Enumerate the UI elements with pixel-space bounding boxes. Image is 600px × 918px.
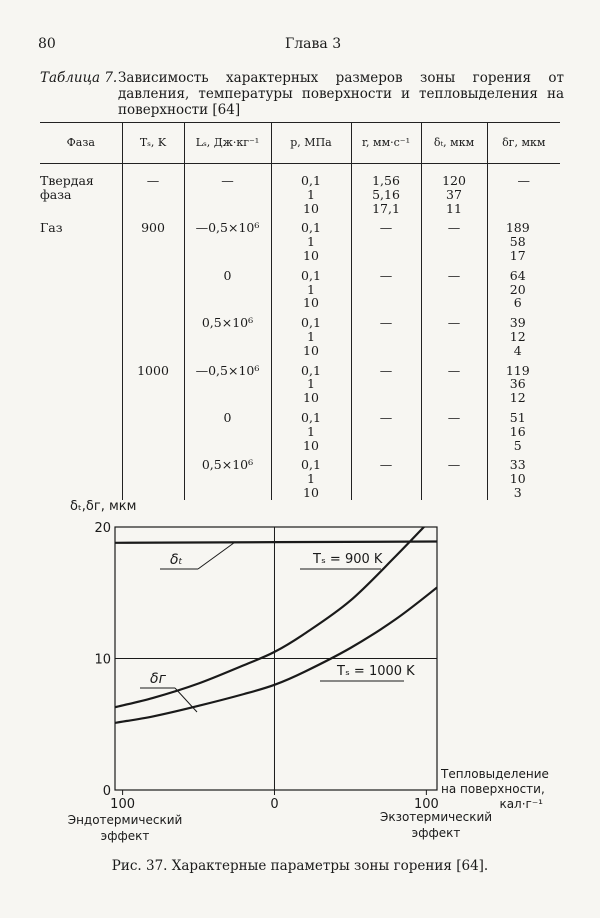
- y-tick-label: 20: [94, 521, 111, 536]
- dash-cell: —: [379, 362, 393, 378]
- cell-line: 36: [509, 376, 526, 392]
- cell-line: 64: [509, 267, 526, 283]
- table-body: [40, 164, 560, 500]
- table-row: [40, 215, 560, 262]
- x-tick-label: 0: [270, 797, 279, 812]
- cell-line: Газ: [40, 220, 63, 236]
- cell-line: 0,5×10⁶: [201, 457, 254, 473]
- cell-line: 1: [307, 186, 315, 202]
- cell-line: 0,1: [301, 362, 321, 378]
- cell-line: 10: [303, 484, 319, 500]
- cell-line: 51: [509, 409, 526, 425]
- x-axis-label-line: кал·г⁻¹: [499, 797, 543, 811]
- cell-line: 10: [303, 342, 319, 358]
- cell-line: 1,56: [372, 173, 400, 188]
- cell-line: 1: [307, 328, 315, 344]
- table-row: [40, 358, 560, 405]
- cell-line: 5,16: [372, 186, 400, 202]
- cell-ls: [184, 405, 271, 452]
- table-header-row: [40, 123, 560, 164]
- x-tick-label: 100: [413, 797, 439, 812]
- cell-line: 1000: [137, 362, 169, 378]
- cell-delta-g: [487, 310, 560, 357]
- cell-line: 0,1: [301, 220, 321, 236]
- cell-delta-g: [487, 215, 560, 262]
- dash-cell: —: [379, 267, 393, 283]
- dash-cell: —: [447, 409, 461, 425]
- cell-line: 33: [509, 457, 526, 473]
- cell-ls: [184, 164, 271, 216]
- exothermic-note: Экзотермический: [379, 810, 493, 824]
- dash-cell: —: [146, 173, 160, 188]
- cell-delta-g: [487, 358, 560, 405]
- cell-line: 189: [505, 220, 530, 236]
- cell-ts: [122, 164, 184, 216]
- cell-ts: [122, 405, 184, 452]
- cell-ls: [184, 263, 271, 310]
- cell-p: [271, 164, 351, 216]
- cell-phase: [40, 215, 122, 262]
- cell-r: [351, 263, 421, 310]
- cell-line: 39: [509, 315, 526, 331]
- cell-delta-g: [487, 263, 560, 310]
- cell-line: 1: [307, 471, 315, 487]
- chapter-title: Глава 3: [285, 36, 342, 52]
- cell-line: 1: [307, 281, 315, 297]
- cell-line: 0,1: [301, 315, 321, 331]
- cell-line: 0: [223, 267, 232, 283]
- cell-phase: [40, 405, 122, 452]
- cell-ls: [184, 310, 271, 357]
- cell-r: [351, 215, 421, 262]
- cell-line: 120: [442, 173, 466, 188]
- table-row: [40, 164, 560, 216]
- x-axis-label-line: на поверхности,: [441, 782, 545, 796]
- cell-p: [271, 263, 351, 310]
- cell-line: —0,5×10⁶: [195, 362, 260, 378]
- x-axis-label-line: Тепловыделение: [441, 767, 549, 781]
- cell-line: 1: [307, 423, 315, 439]
- series-ts-1000-curve: [115, 588, 437, 723]
- table-row: [40, 405, 560, 452]
- cell-ts: [122, 358, 184, 405]
- cell-delta-t: [421, 310, 487, 357]
- table-caption: Зависимость характерных размеров зоны горения от давления, температуры поверхности и тепловыделения на поверхности [64]: [118, 70, 564, 118]
- header-phase: Фаза: [40, 123, 122, 164]
- y-tick-label: 0: [102, 784, 111, 799]
- cell-delta-t: [421, 358, 487, 405]
- endothermic-note: эффект: [100, 829, 150, 843]
- x-tick-label: 100: [110, 797, 136, 812]
- cell-delta-g: [487, 405, 560, 452]
- cell-line: 10: [303, 247, 319, 263]
- cell-line: 10: [303, 437, 319, 453]
- endothermic-note: Эндотермический: [67, 813, 183, 827]
- label-delta-t: δₜ: [170, 552, 183, 568]
- cell-phase: [40, 263, 122, 310]
- cell-line: 0,1: [301, 173, 321, 188]
- cell-r: [351, 310, 421, 357]
- cell-line: 4: [513, 342, 522, 358]
- cell-line: 12: [509, 328, 526, 344]
- cell-line: 17: [509, 247, 526, 263]
- header-ls: Lₛ, Дж·кг⁻¹: [184, 123, 271, 164]
- dash-cell: —: [447, 457, 461, 473]
- cell-line: 0,5×10⁶: [201, 315, 254, 331]
- dash-cell: —: [379, 220, 393, 236]
- cell-delta-t: [421, 263, 487, 310]
- cell-r: [351, 405, 421, 452]
- cell-line: 10: [509, 471, 526, 487]
- dash-cell: —: [379, 457, 393, 473]
- table-row: [40, 263, 560, 310]
- cell-phase: [40, 310, 122, 357]
- y-axis-label: δₜ,δг, мкм: [70, 499, 137, 514]
- header-p: p, МПа: [271, 123, 351, 164]
- cell-line: 0,1: [301, 409, 321, 425]
- dash-cell: —: [447, 315, 461, 331]
- dash-cell: —: [447, 267, 461, 283]
- y-tick-label: 10: [94, 652, 111, 668]
- cell-phase: [40, 358, 122, 405]
- cell-p: [271, 310, 351, 357]
- cell-ts: [122, 310, 184, 357]
- cell-line: 37: [446, 186, 462, 202]
- cell-delta-t: [421, 164, 487, 216]
- cell-line: 20: [509, 281, 526, 297]
- cell-line: 5: [513, 437, 522, 453]
- cell-phase: [40, 164, 122, 216]
- data-table: [40, 123, 560, 500]
- cell-r: [351, 164, 421, 216]
- cell-line: 6: [513, 295, 522, 311]
- cell-line: 10: [303, 295, 319, 311]
- cell-line: 10: [303, 200, 319, 216]
- cell-delta-g: [487, 164, 560, 216]
- dash-cell: —: [447, 220, 461, 236]
- cell-line: Твердая фаза: [40, 173, 94, 202]
- cell-line: 16: [509, 423, 526, 439]
- cell-line: 11: [446, 200, 462, 216]
- exothermic-note: эффект: [411, 826, 461, 840]
- page-number: 80: [38, 36, 56, 52]
- series-delta-t-line: [115, 542, 437, 543]
- dash-cell: —: [221, 173, 234, 188]
- table-label: Таблица 7.: [40, 70, 118, 86]
- cell-line: 1: [307, 234, 315, 250]
- cell-ls: [184, 215, 271, 262]
- header-ts: Tₛ, K: [122, 123, 184, 164]
- cell-line: 0,1: [301, 457, 321, 473]
- header-r: r, мм·с⁻¹: [351, 123, 421, 164]
- cell-line: 12: [509, 390, 526, 406]
- label-delta-g: δг: [150, 671, 166, 687]
- cell-line: 10: [303, 390, 319, 406]
- header-delta-g: δг, мкм: [487, 123, 560, 164]
- header-delta-t: δₜ, мкм: [421, 123, 487, 164]
- figure-caption: Рис. 37. Характерные параметры зоны горения [64].: [111, 858, 489, 874]
- cell-line: 900: [141, 220, 165, 236]
- leader-delta-t: [198, 542, 235, 569]
- dash-cell: —: [379, 409, 393, 425]
- cell-r: [351, 358, 421, 405]
- label-ts-900: Tₛ = 900 K: [313, 552, 383, 567]
- cell-line: 1: [307, 376, 315, 392]
- dash-cell: —: [447, 362, 461, 378]
- cell-p: [271, 405, 351, 452]
- cell-line: 0: [223, 409, 232, 425]
- cell-delta-t: [421, 215, 487, 262]
- cell-line: 3: [513, 484, 522, 500]
- cell-line: 119: [505, 362, 530, 378]
- cell-ts: [122, 215, 184, 262]
- cell-delta-t: [421, 405, 487, 452]
- dash-cell: —: [379, 315, 393, 331]
- chart: [0, 490, 600, 850]
- table-row: [40, 310, 560, 357]
- cell-line: 58: [509, 234, 526, 250]
- cell-line: 0,1: [301, 267, 321, 283]
- cell-p: [271, 215, 351, 262]
- cell-line: 17,1: [372, 200, 400, 216]
- cell-line: —0,5×10⁶: [195, 220, 260, 236]
- cell-ts: [122, 263, 184, 310]
- cell-ls: [184, 358, 271, 405]
- dash-cell: —: [517, 173, 530, 188]
- cell-p: [271, 358, 351, 405]
- label-ts-1000: Tₛ = 1000 K: [337, 664, 415, 679]
